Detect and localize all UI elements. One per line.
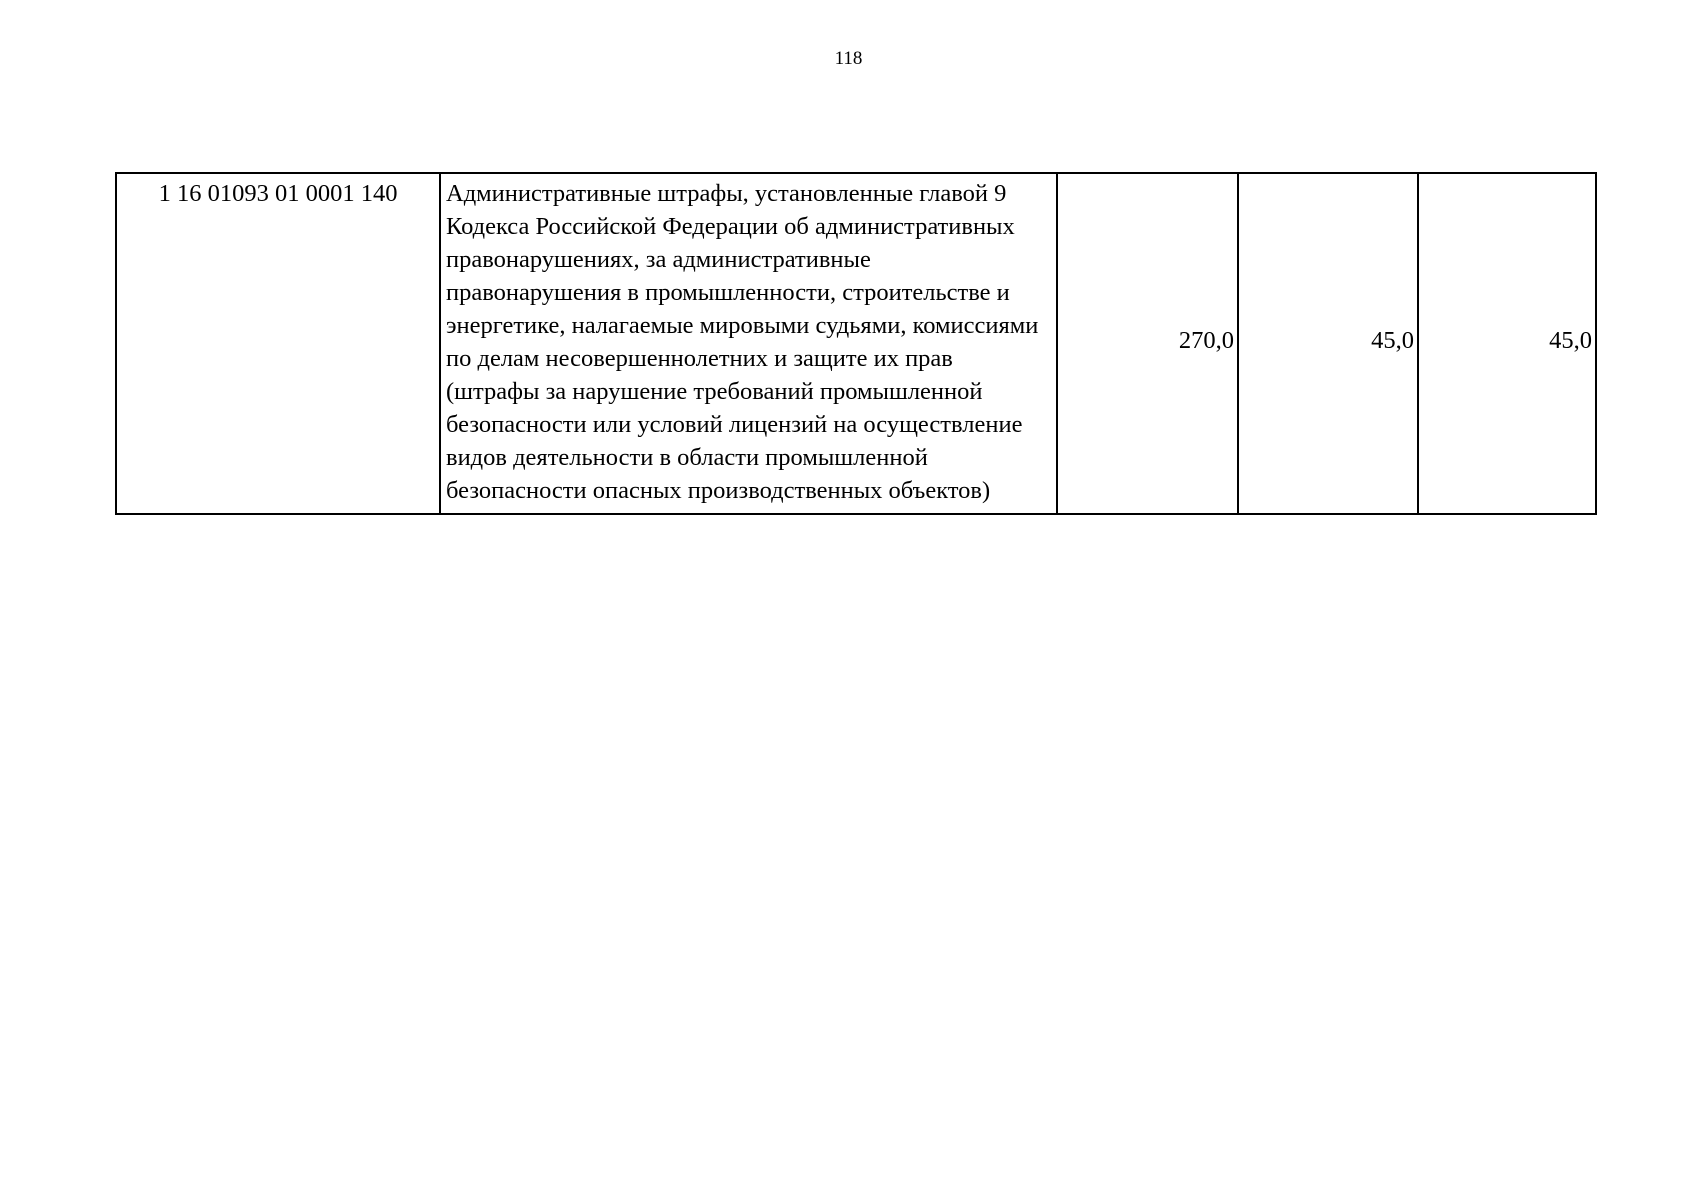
budget-table bbox=[115, 172, 1597, 515]
page-number: 118 bbox=[834, 48, 863, 69]
amount-year-1: 270,0 bbox=[1057, 173, 1238, 514]
revenue-description: Административные штрафы, установленные главой 9 Кодекса Российской Федерации об административных правонарушениях, за административные правонарушения в промышленности, строительстве и энергетике, налагаемые мировыми судьями, комиссиями по делам несовершеннолетних и защите их прав (штрафы за нарушение требований промышленной безопасности или условий лицензий на осуществление видов деятельности в области промышленной безопасности опасных производственных объектов) bbox=[440, 173, 1057, 514]
budget-classification-code: 1 16 01093 01 0001 140 bbox=[116, 173, 440, 514]
amount-year-2: 45,0 bbox=[1238, 173, 1418, 514]
amount-year-3: 45,0 bbox=[1418, 173, 1596, 514]
table-row bbox=[116, 173, 1596, 514]
